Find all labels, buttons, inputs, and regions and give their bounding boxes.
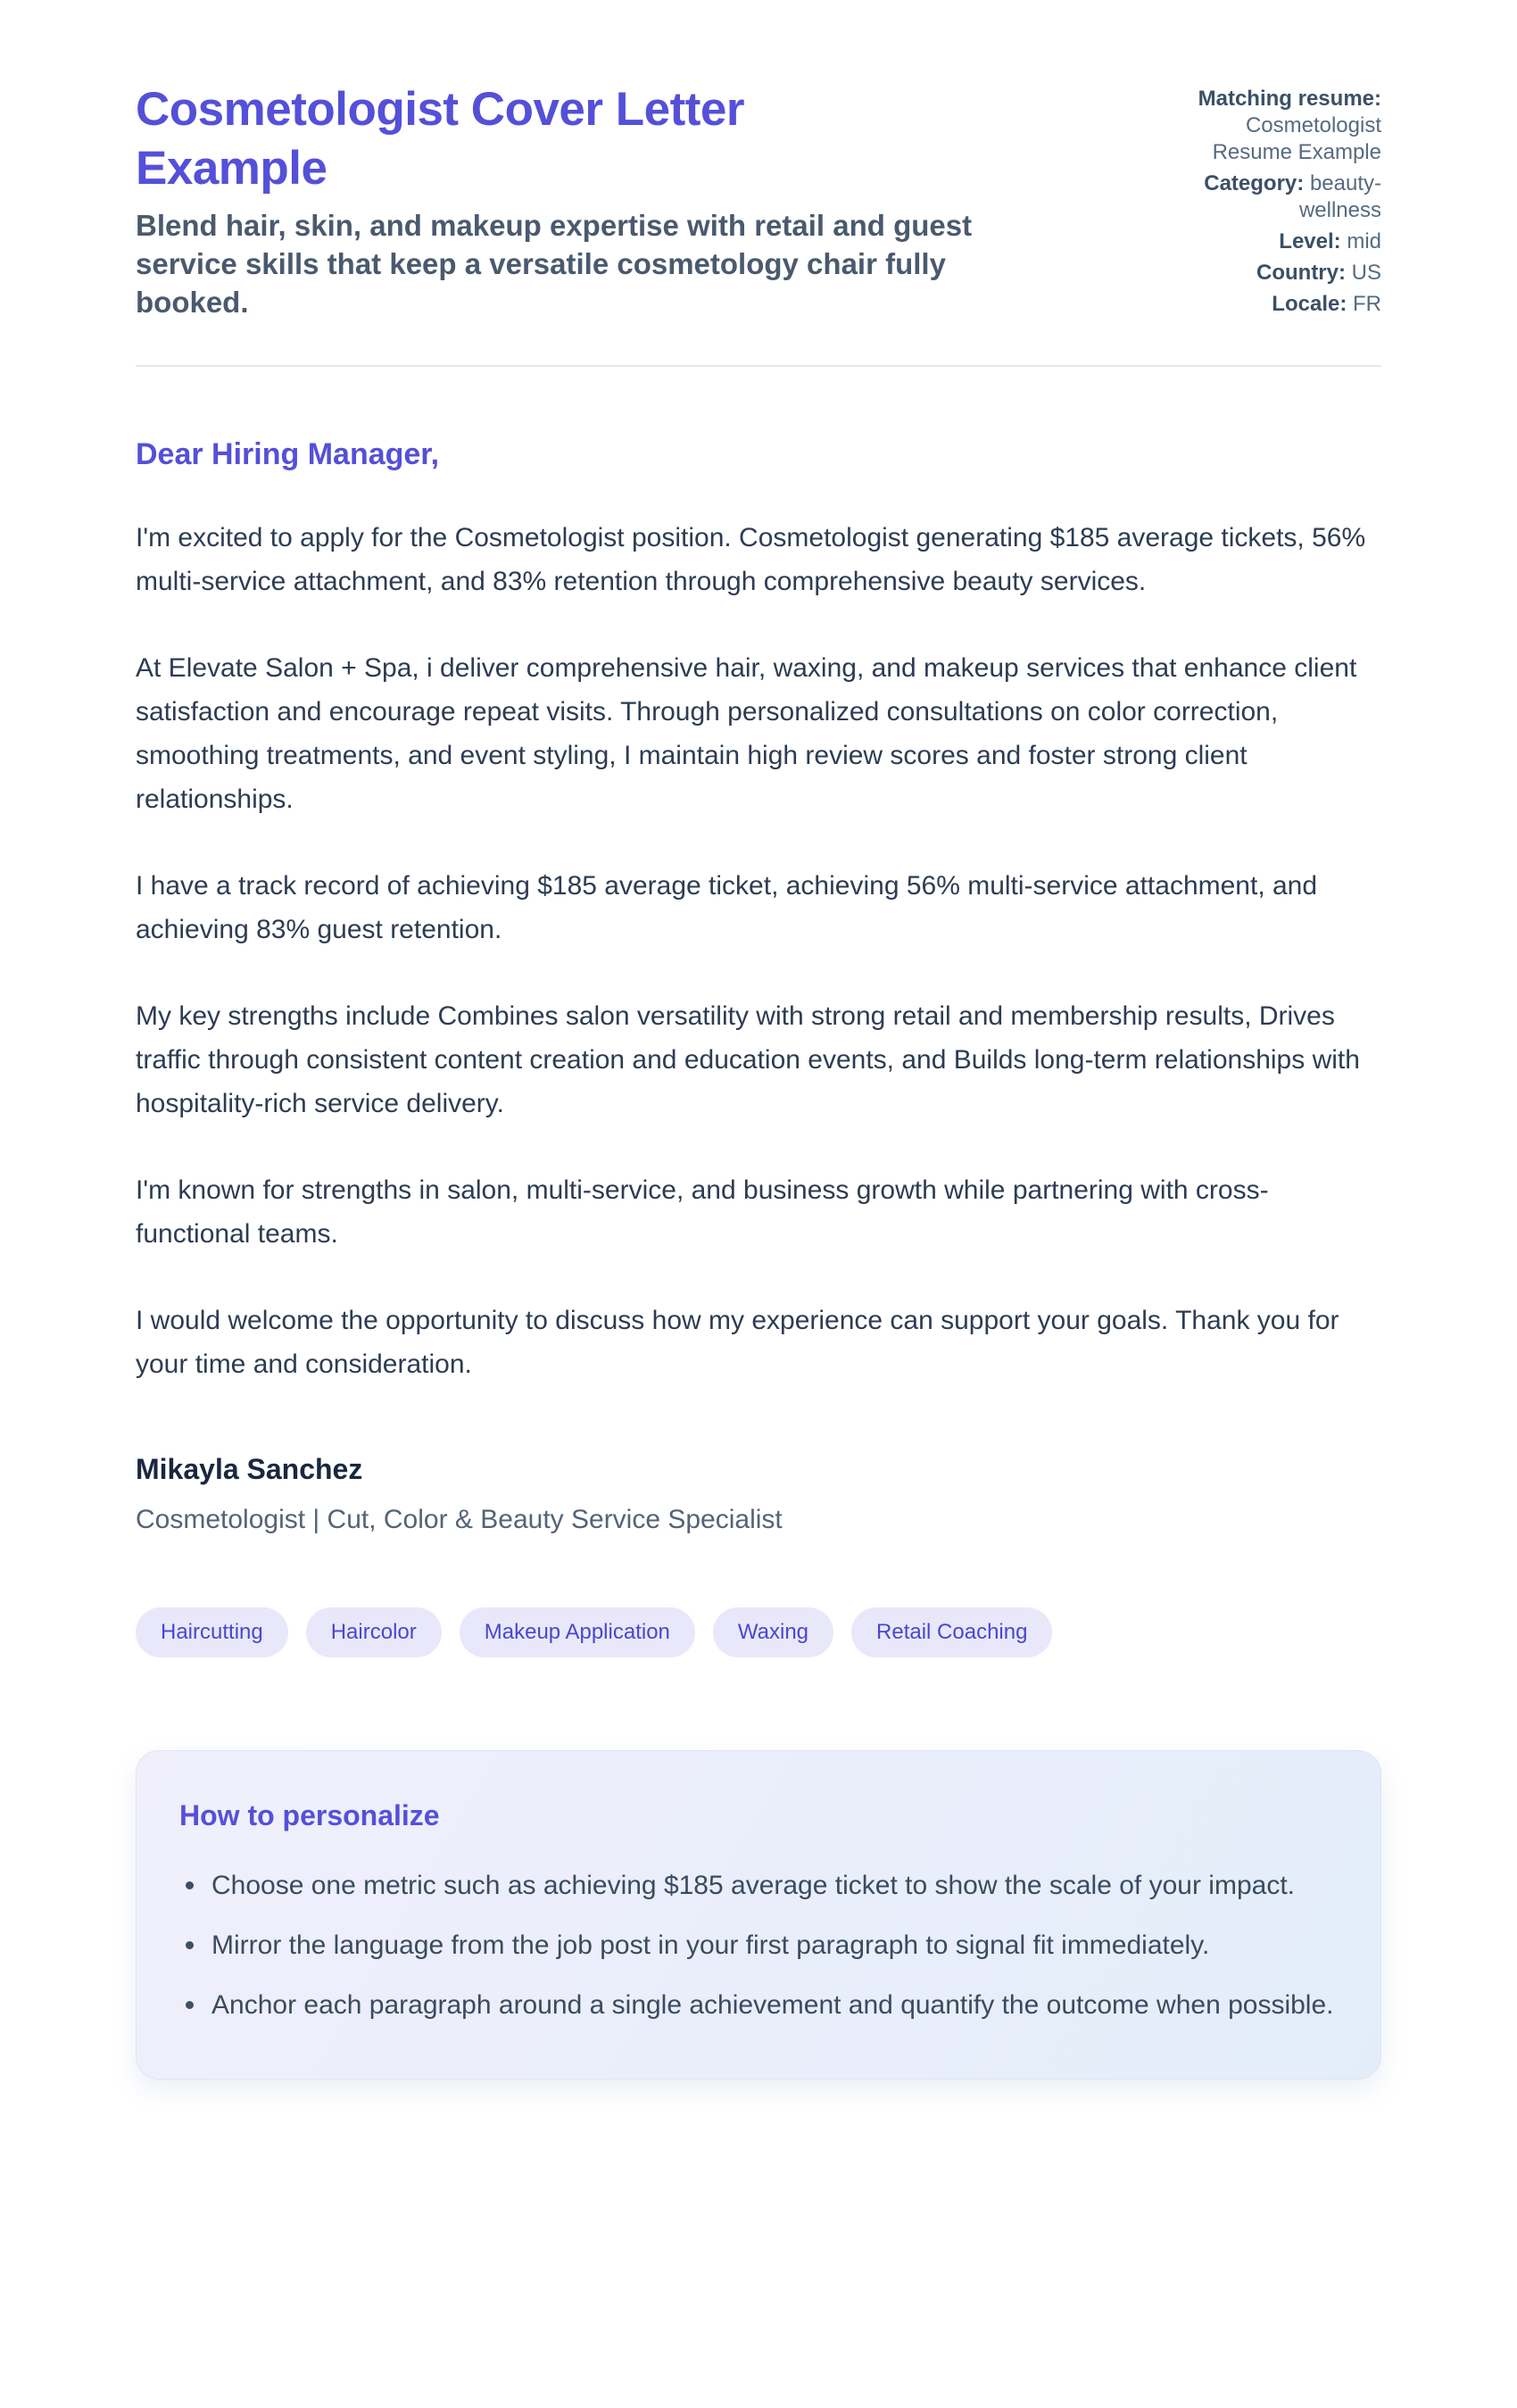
meta-label-level: Level: — [1279, 229, 1341, 253]
meta-row-country — [1187, 260, 1381, 286]
tips-title: How to personalize — [179, 1799, 440, 1831]
tips-card — [136, 1750, 1381, 2080]
meta-row-locale — [1187, 291, 1381, 318]
page-title: Cosmetologist Cover Letter Example — [136, 83, 745, 195]
tip-item-2 — [179, 1923, 1338, 1967]
header-title-block — [136, 80, 1187, 321]
meta-value-category: beauty-wellness — [1298, 171, 1381, 222]
tag-chip-waxing[interactable]: Waxing — [713, 1607, 833, 1657]
tag-chip-haircutting[interactable]: Haircutting — [136, 1607, 288, 1657]
letter-paragraph-5: I'm known for strengths in salon, multi-service, and business growth while partnering with cross-functional teams. — [136, 1175, 1269, 1249]
meta-row-level — [1187, 228, 1381, 255]
skill-tags-list — [136, 1607, 1381, 1657]
meta-label-country: Country: — [1256, 261, 1346, 285]
page-subtitle: Blend hair, skin, and makeup expertise with retail and guest service skills that keep a versatile cosmetology chair fully booked. — [136, 209, 973, 319]
content-column — [136, 0, 1381, 2080]
signature-name: Mikayla Sanchez — [136, 1453, 363, 1485]
tips-list — [179, 1864, 1338, 2027]
divider — [136, 365, 1381, 367]
page-header — [136, 0, 1381, 322]
signature-role: Cosmetologist | Cut, Color & Beauty Service Specialist — [136, 1505, 783, 1534]
meta-value-matching-resume: Cosmetologist Resume Example — [1212, 113, 1381, 164]
meta-label-matching-resume: Matching resume: — [1198, 87, 1381, 111]
meta-row-matching-resume — [1187, 86, 1381, 166]
meta-value-level: mid — [1347, 229, 1381, 253]
tag-chip-retail-coaching[interactable]: Retail Coaching — [851, 1607, 1052, 1657]
letter-paragraph-1: I'm excited to apply for the Cosmetologist position. Cosmetologist generating $185 average tickets, 56% multi-service attachment, and 83% retention through comprehensive beauty services. — [136, 523, 1366, 596]
signature-block — [136, 1450, 1381, 1538]
tag-chip-haircolor[interactable]: Haircolor — [306, 1607, 442, 1657]
tip-item-1-text: Choose one metric such as achieving $185 average ticket to show the scale of your impact. — [211, 1871, 1295, 1900]
meta-value-country: US — [1351, 261, 1381, 285]
meta-label-category: Category: — [1204, 171, 1305, 195]
letter-paragraph-2: At Elevate Salon + Spa, i deliver comprehensive hair, waxing, and makeup services that enhance client satisfaction and encourage repeat visits. Through personalized consultations on color correction, smoothing treatments, and event styling, I maintain high review scores and foster strong client relationships. — [136, 653, 1357, 814]
tag-chip-makeup-application[interactable]: Makeup Application — [460, 1607, 695, 1657]
salutation: Dear Hiring Manager, — [136, 437, 440, 471]
meta-value-locale: FR — [1353, 292, 1381, 316]
letter-paragraph-4: My key strengths include Combines salon versatility with strong retail and membership results, Drives traffic through consistent content creation and education events, and Builds long-term relationships with hospitality-rich service delivery. — [136, 1001, 1360, 1118]
letter-paragraph-3: I have a track record of achieving $185 average ticket, achieving 56% multi-service attachment, and achieving 83% guest retention. — [136, 871, 1318, 944]
tip-item-3 — [179, 1983, 1338, 2027]
meta-row-category — [1187, 170, 1381, 224]
tip-item-2-text: Mirror the language from the job post in your first paragraph to signal fit immediately. — [211, 1931, 1210, 1960]
meta-label-locale: Locale: — [1272, 292, 1347, 316]
tip-item-3-text: Anchor each paragraph around a single achievement and quantify the outcome when possible. — [211, 1990, 1334, 2020]
letter-paragraph-6: I would welcome the opportunity to discuss how my experience can support your goals. Thank you for your time and consideration. — [136, 1306, 1339, 1379]
tip-item-1 — [179, 1864, 1338, 1907]
meta-panel — [1187, 86, 1381, 322]
cover-letter-body — [136, 435, 1381, 1538]
